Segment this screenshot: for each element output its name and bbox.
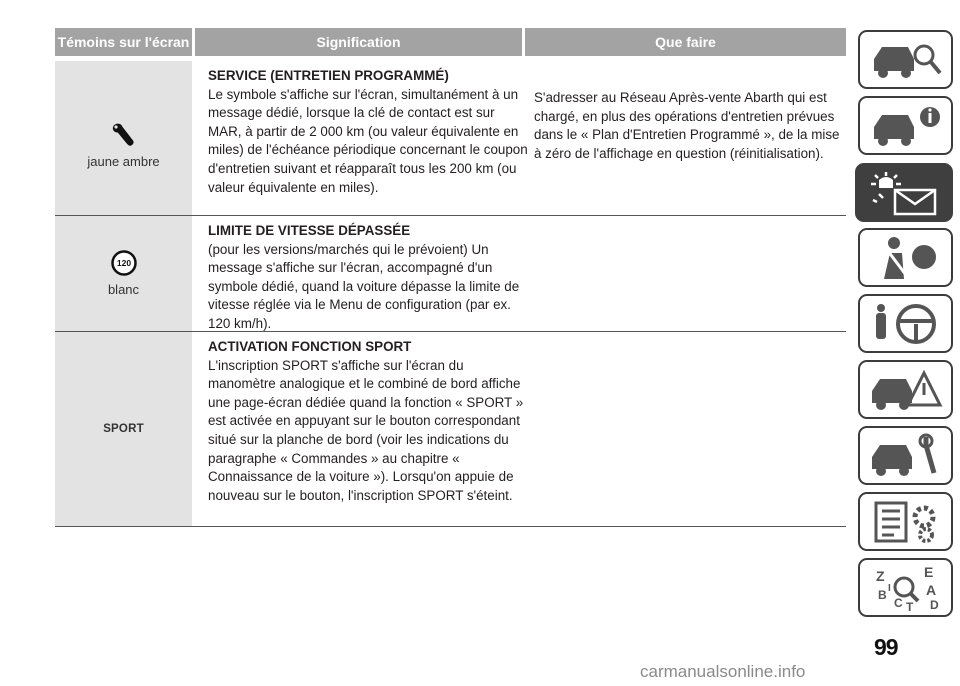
index-letter: I	[888, 583, 891, 594]
wrench-icon	[111, 122, 137, 148]
page-number: 99	[874, 634, 898, 660]
header-signification: Signification	[195, 28, 522, 56]
tab-warning-lights[interactable]	[855, 163, 953, 222]
index-letter: D	[930, 598, 939, 612]
que-faire-cell	[528, 216, 844, 331]
table-header	[55, 28, 846, 56]
tab-emergency[interactable]	[858, 360, 953, 419]
signification-cell	[192, 332, 528, 526]
car-dashboard-icon	[868, 37, 946, 83]
seatbelt-airbag-icon	[868, 235, 946, 281]
index-letter: A	[926, 582, 937, 598]
icon-color-label: jaune ambre	[87, 153, 160, 169]
header-que-faire: Que faire	[525, 28, 846, 56]
car-info-icon	[868, 103, 946, 149]
index-letter: C	[894, 596, 903, 610]
row-title: SERVICE (ENTRETIEN PROGRAMMÉ)	[208, 68, 449, 83]
row-description: (pour les versions/marchés qui le prévoient) Un message s'affiche sur l'écran, accompagné d'un symbole dédié, quand la voiture dépasse la limite de vitesse réglée via le Menu de configuration (par ex. 120 km/h).	[208, 241, 520, 331]
icon-cell	[55, 61, 192, 215]
que-faire-cell: S'adresser au Réseau Après-vente Abarth qui est chargé, en plus des opérations d'entretien prévues dans le « Plan d'Entretien Programmé », de la mise à zéro de l'affichage en question (réinitialisation).	[534, 90, 840, 161]
specs-gear-icon	[868, 499, 946, 545]
warning-light-envelope-icon	[865, 170, 945, 216]
icon-cell	[55, 216, 192, 331]
steering-wheel-key-icon	[868, 301, 946, 347]
tab-index[interactable]	[858, 558, 953, 617]
speed-limit-icon	[111, 250, 137, 276]
row-title: ACTIVATION FONCTION SPORT	[208, 339, 412, 354]
tab-car-info[interactable]	[858, 96, 953, 155]
signification-cell	[192, 216, 528, 331]
row-description: L'inscription SPORT s'affiche sur l'écran du manomètre analogique et le combiné de bord affiche une page-écran dédiée quand la fonction « SPORT » est activée en appuyant sur le bouton correspondant situé sur la planche de bord (voir les indications du paragraphe « Commandes » au chapitre « Connaissance de la voiture »). Lorsqu'on appuie de nouveau sur le bouton, l'inscription SPORT s'éteint.	[208, 357, 524, 503]
header-temoins: Témoins sur l'écran	[55, 28, 192, 56]
icon-cell	[55, 332, 192, 526]
table-row	[55, 332, 846, 527]
index-letter: B	[878, 588, 887, 602]
watermark: carmanualsonline.info	[640, 662, 806, 681]
tab-safety[interactable]	[858, 228, 953, 287]
tab-car-dashboard[interactable]	[858, 30, 953, 89]
table-row	[55, 61, 846, 216]
tab-technical-data[interactable]	[858, 492, 953, 551]
alphabet-index-icon	[868, 565, 946, 613]
table-row	[55, 216, 846, 332]
index-letter: E	[924, 565, 934, 580]
index-letter: Z	[876, 568, 885, 584]
row-description: Le symbole s'affiche sur l'écran, simultanément à un message dédié, lorsque la clé de contact est sur MAR, à partir de 2 000 km (ou valeur équivalente en miles) de l'échéance périodique concernant le coupon d'entretien suivant et réapparaît tous les 200 km (ou valeur équivalente en miles).	[208, 86, 528, 195]
signification-cell	[192, 61, 528, 215]
que-faire-cell	[528, 332, 844, 526]
speed-limit-value: 120	[116, 258, 131, 269]
warning-light-table	[55, 28, 846, 527]
car-wrench-icon	[868, 433, 946, 479]
icon-color-label: blanc	[107, 282, 140, 297]
sport-text-icon: SPORT	[103, 423, 144, 435]
tab-maintenance[interactable]	[858, 426, 953, 485]
car-emergency-icon	[868, 367, 946, 413]
row-title: LIMITE DE VITESSE DÉPASSÉE	[208, 223, 411, 238]
index-letter: T	[906, 600, 914, 613]
tab-starting-driving[interactable]	[858, 294, 953, 353]
